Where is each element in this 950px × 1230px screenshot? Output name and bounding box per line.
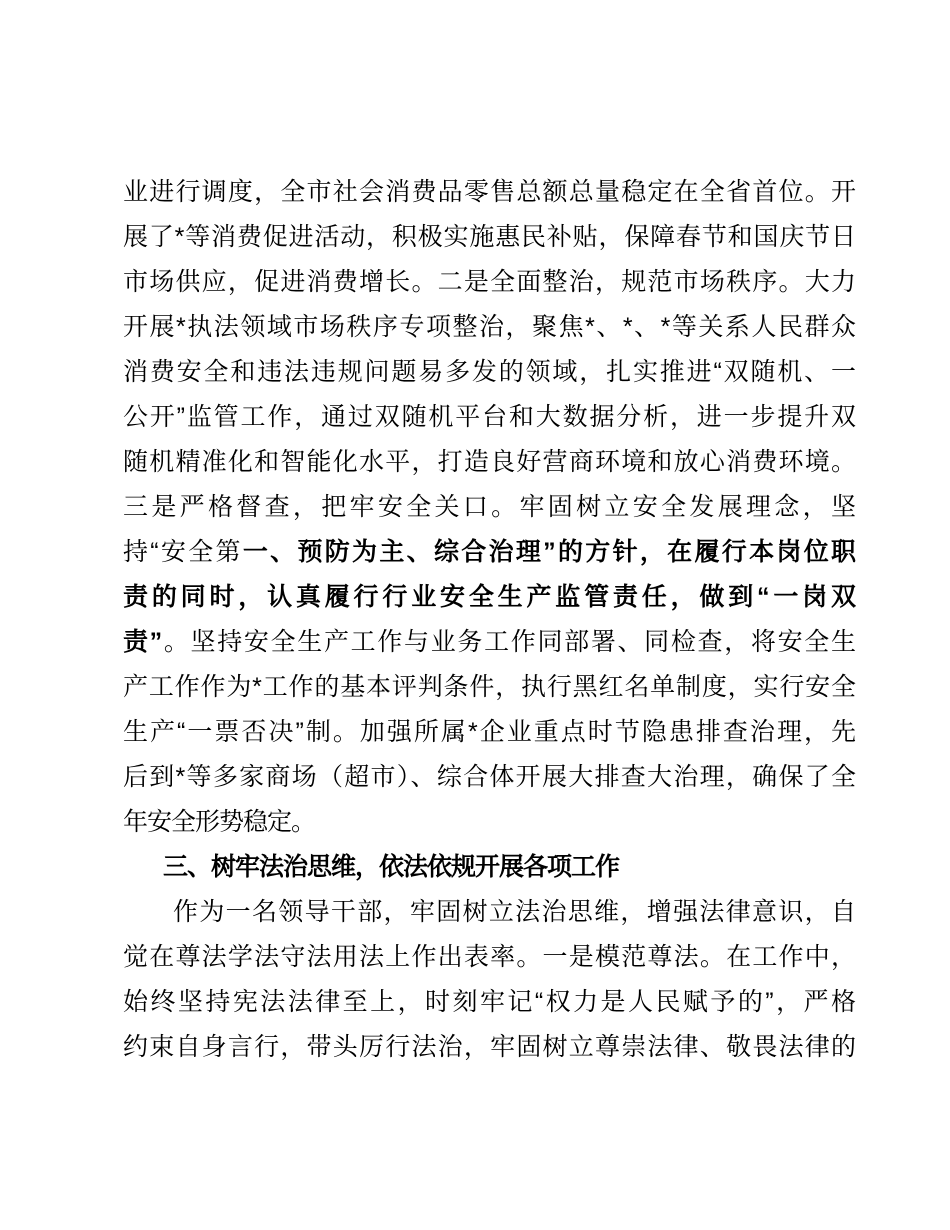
body-text-line — [123, 890, 855, 935]
text-segment: 产工作作为*工作的基本评判条件，执行黑红名单制度，实行安全 — [123, 673, 855, 701]
body-text-line — [123, 440, 855, 485]
text-segment: 三是严格督查，把牢安全关口。牢固树立安全发展理念，坚 — [123, 493, 855, 521]
body-text-line — [123, 800, 855, 845]
text-segment: 。坚持安全生产工作与业务工作同部署、同检查，将安全生 — [161, 628, 855, 656]
text-segment: 持“安全第 — [123, 538, 243, 566]
text-segment: 作为一名领导干部，牢固树立法治思维，增强法律意识，自 — [173, 898, 855, 926]
bold-text-segment: 三、树牢法治思维，依法依规开展各项工作 — [163, 853, 620, 881]
body-text-line — [123, 350, 855, 395]
body-text-line — [123, 395, 855, 440]
text-segment: 年安全形势稳定。 — [123, 808, 316, 836]
text-segment: 开展*执法领域市场秩序专项整治，聚焦*、*、*等关系人民群众 — [123, 313, 855, 341]
text-segment: 业进行调度，全市社会消费品零售总额总量稳定在全省首位。开 — [123, 178, 855, 206]
text-segment: 生产“一票否决”制。加强所属*企业重点时节隐患排查治理，先 — [123, 718, 855, 746]
body-text-line — [123, 170, 855, 215]
bold-text-segment: 责的同时，认真履行行业安全生产监管责任，做到“一岗双 — [123, 583, 855, 611]
body-text-line — [123, 1025, 855, 1070]
body-text-line — [123, 485, 855, 530]
text-segment: 展了*等消费促进活动，积极实施惠民补贴，保障春节和国庆节日 — [123, 223, 855, 251]
section-heading — [123, 845, 855, 890]
text-segment: 约束自身言行，带头厉行法治，牢固树立尊崇法律、敬畏法律的 — [123, 1033, 855, 1061]
text-segment: 始终坚持宪法法律至上，时刻牢记“权力是人民赋予的”，严格 — [123, 988, 855, 1016]
bold-text-segment: 责” — [123, 628, 162, 656]
body-text-line — [123, 530, 855, 575]
body-text-line — [123, 710, 855, 755]
text-segment: 市场供应，促进消费增长。二是全面整治，规范市场秩序。大力 — [123, 268, 855, 296]
text-segment: 后到*等多家商场（超市）、综合体开展大排查大治理，确保了全 — [123, 763, 855, 791]
text-block — [123, 170, 855, 1070]
body-text-line — [123, 215, 855, 260]
body-text-line — [123, 620, 855, 665]
body-text-line — [123, 575, 855, 620]
body-text-line — [123, 305, 855, 350]
text-segment: 随机精准化和智能化水平，打造良好营商环境和放心消费环境。 — [123, 448, 855, 476]
text-segment: 消费安全和违法违规问题易多发的领域，扎实推进“双随机、一 — [123, 358, 855, 386]
bold-text-segment: 一、预防为主、综合治理”的方针，在履行本岗位职 — [242, 538, 855, 566]
body-text-line — [123, 980, 855, 1025]
body-text-line — [123, 935, 855, 980]
body-text-line — [123, 665, 855, 710]
text-segment: 公开”监管工作，通过双随机平台和大数据分析，进一步提升双 — [123, 403, 855, 431]
body-text-line — [123, 755, 855, 800]
text-segment: 觉在尊法学法守法用法上作出表率。一是模范尊法。在工作中， — [123, 943, 855, 971]
body-text-line — [123, 260, 855, 305]
